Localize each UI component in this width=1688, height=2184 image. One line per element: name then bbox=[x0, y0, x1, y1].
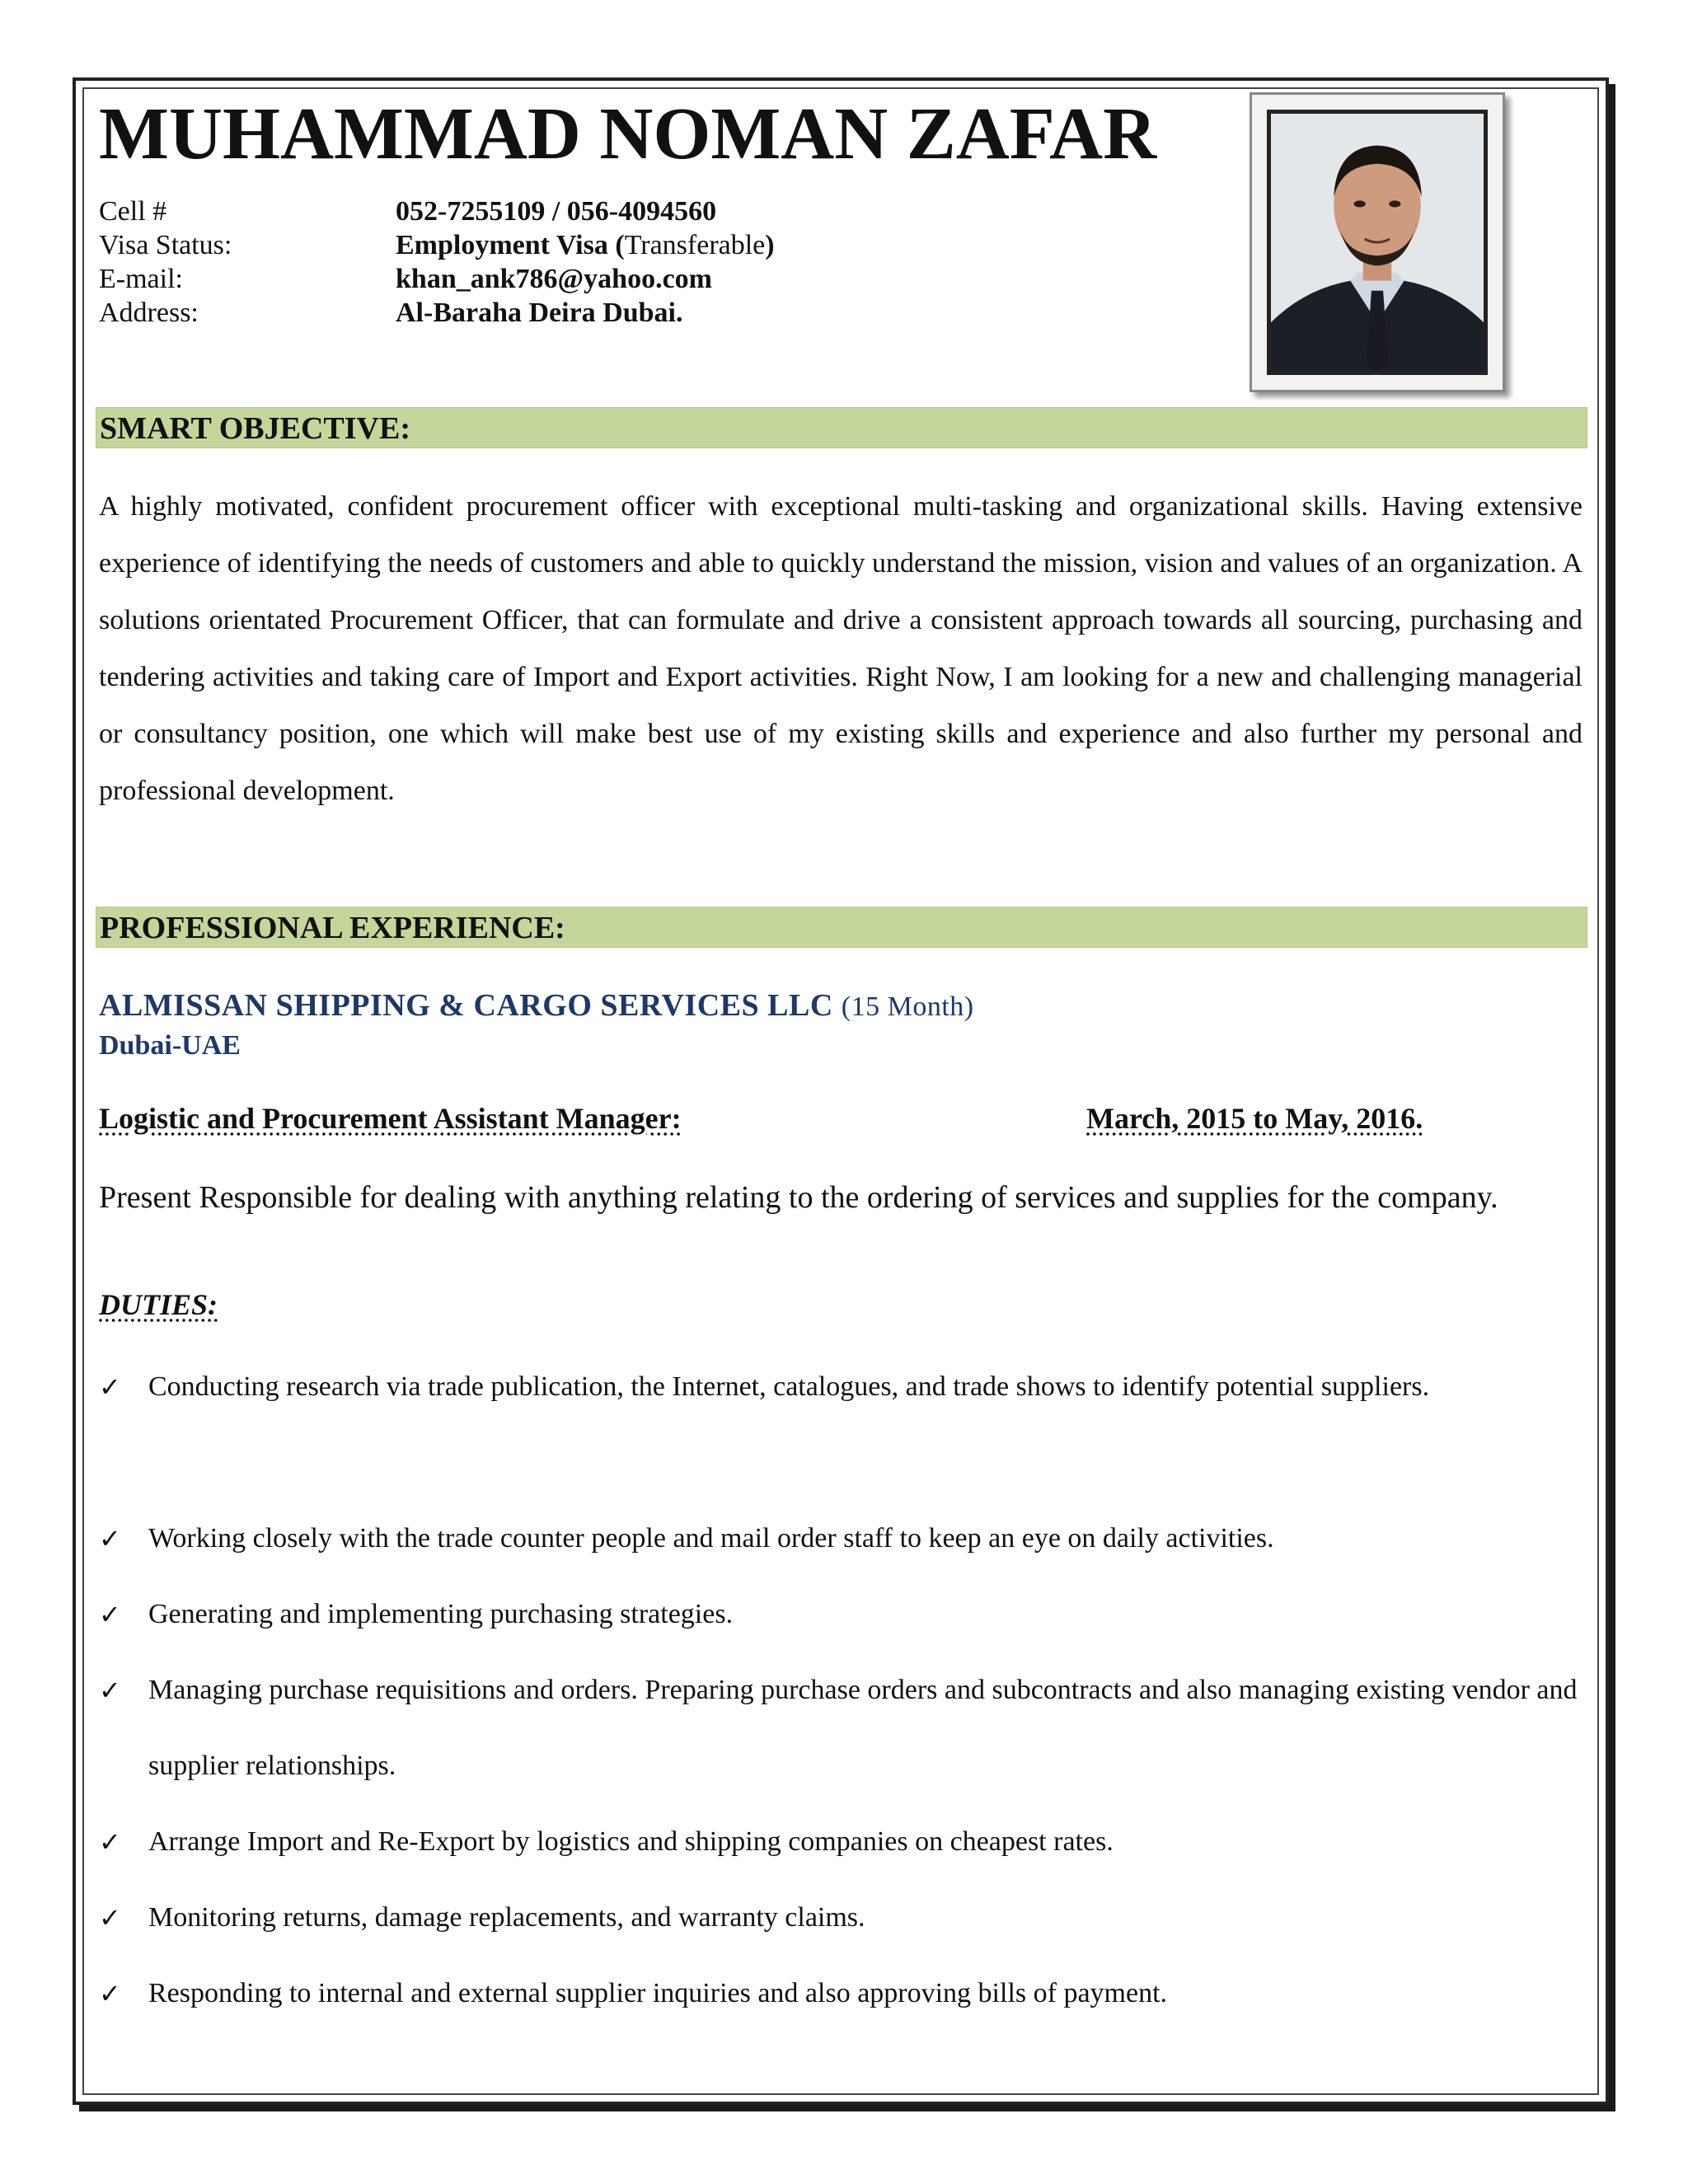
duty-item bbox=[99, 1349, 1582, 1425]
visa-label: Visa Status: bbox=[99, 230, 232, 260]
company-location: Dubai-UAE bbox=[99, 1030, 241, 1061]
duty-text: Managing purchase requisitions and orders. Preparing purchase orders and subcontracts and also managing existing vendor and supplier relationships. bbox=[148, 1675, 1578, 1781]
section-heading-objective: SMART OBJECTIVE: bbox=[96, 407, 1587, 448]
cell-label: Cell # bbox=[99, 196, 167, 227]
duty-item bbox=[99, 1577, 1582, 1652]
candidate-name: MUHAMMAD NOMAN ZAFAR bbox=[99, 93, 1157, 175]
duty-text: Conducting research via trade publication, the Internet, catalogues, and trade shows to identify potential suppliers. bbox=[148, 1371, 1430, 1402]
duty-item bbox=[99, 1956, 1582, 2032]
profile-photo-frame bbox=[1250, 92, 1505, 392]
duty-text: Generating and implementing purchasing strategies. bbox=[148, 1599, 734, 1629]
duty-text: Monitoring returns, damage replacements, and warranty claims. bbox=[148, 1902, 865, 1933]
duty-item bbox=[99, 1652, 1582, 1804]
job-dates: March, 2015 to May, 2016. bbox=[1086, 1102, 1423, 1135]
checkmark-icon: ✓ bbox=[99, 1371, 121, 1403]
checkmark-icon: ✓ bbox=[99, 1523, 121, 1554]
contact-row-visa bbox=[99, 228, 1170, 262]
duty-item bbox=[99, 1804, 1582, 1880]
visa-value-bold: Employment Visa ( bbox=[396, 230, 625, 260]
contact-details bbox=[99, 194, 1170, 330]
profile-photo bbox=[1267, 110, 1488, 375]
company-name bbox=[99, 987, 974, 1024]
duties-heading: DUTIES: bbox=[99, 1288, 218, 1321]
job-title: Logistic and Procurement Assistant Manager: bbox=[99, 1102, 682, 1135]
company-duration: (15 Month) bbox=[841, 991, 974, 1022]
duty-text: Working closely with the trade counter people and mail order staff to keep an eye on daily activities. bbox=[148, 1523, 1274, 1554]
contact-row-cell bbox=[99, 194, 1170, 228]
checkmark-icon: ✓ bbox=[99, 1902, 121, 1933]
duty-item bbox=[99, 1880, 1582, 1956]
visa-value bbox=[396, 228, 775, 262]
visa-value-close: ) bbox=[765, 230, 775, 260]
cell-value: 052-7255109 / 056-4094560 bbox=[396, 196, 717, 227]
email-value: khan_ank786@yahoo.com bbox=[396, 264, 712, 294]
checkmark-icon: ✓ bbox=[99, 1826, 121, 1858]
address-value: Al-Baraha Deira Dubai. bbox=[396, 298, 683, 328]
job-summary: Present Responsible for dealing with anything relating to the ordering of services and supplies for the company. bbox=[99, 1180, 1498, 1215]
visa-value-normal: Transferable bbox=[624, 230, 766, 260]
contact-row-address bbox=[99, 296, 1170, 330]
objective-paragraph: A highly motivated, confident procurement officer with exceptional multi-tasking and organizational skills. Having extensive experience of identifying the needs of customers and able to quickly understand the mission, vision and values of an organization. A solutions orientated Procurement Officer, that can formulate and drive a consistent approach towards all sourcing, purchasing and tendering activities and taking care of Import and Export activities. Right Now, I am looking for a new and challenging managerial or consultancy position, one which will make best use of my existing skills and experience and also further my personal and professional development. bbox=[99, 491, 1582, 806]
checkmark-icon: ✓ bbox=[99, 1599, 121, 1630]
duty-text: Responding to internal and external supplier inquiries and also approving bills of payment. bbox=[148, 1978, 1168, 2008]
company-name-text: ALMISSAN SHIPPING & CARGO SERVICES LLC bbox=[99, 988, 833, 1023]
checkmark-icon: ✓ bbox=[99, 1978, 121, 2009]
section-heading-experience: PROFESSIONAL EXPERIENCE: bbox=[96, 907, 1587, 948]
duty-text: Arrange Import and Re-Export by logistics and shipping companies on cheapest rates. bbox=[148, 1826, 1114, 1857]
email-label: E-mail: bbox=[99, 264, 183, 294]
checkmark-icon: ✓ bbox=[99, 1675, 121, 1706]
person-portrait-icon bbox=[1271, 114, 1484, 371]
contact-row-email bbox=[99, 262, 1170, 296]
address-label: Address: bbox=[99, 298, 199, 328]
duty-item bbox=[99, 1501, 1582, 1577]
